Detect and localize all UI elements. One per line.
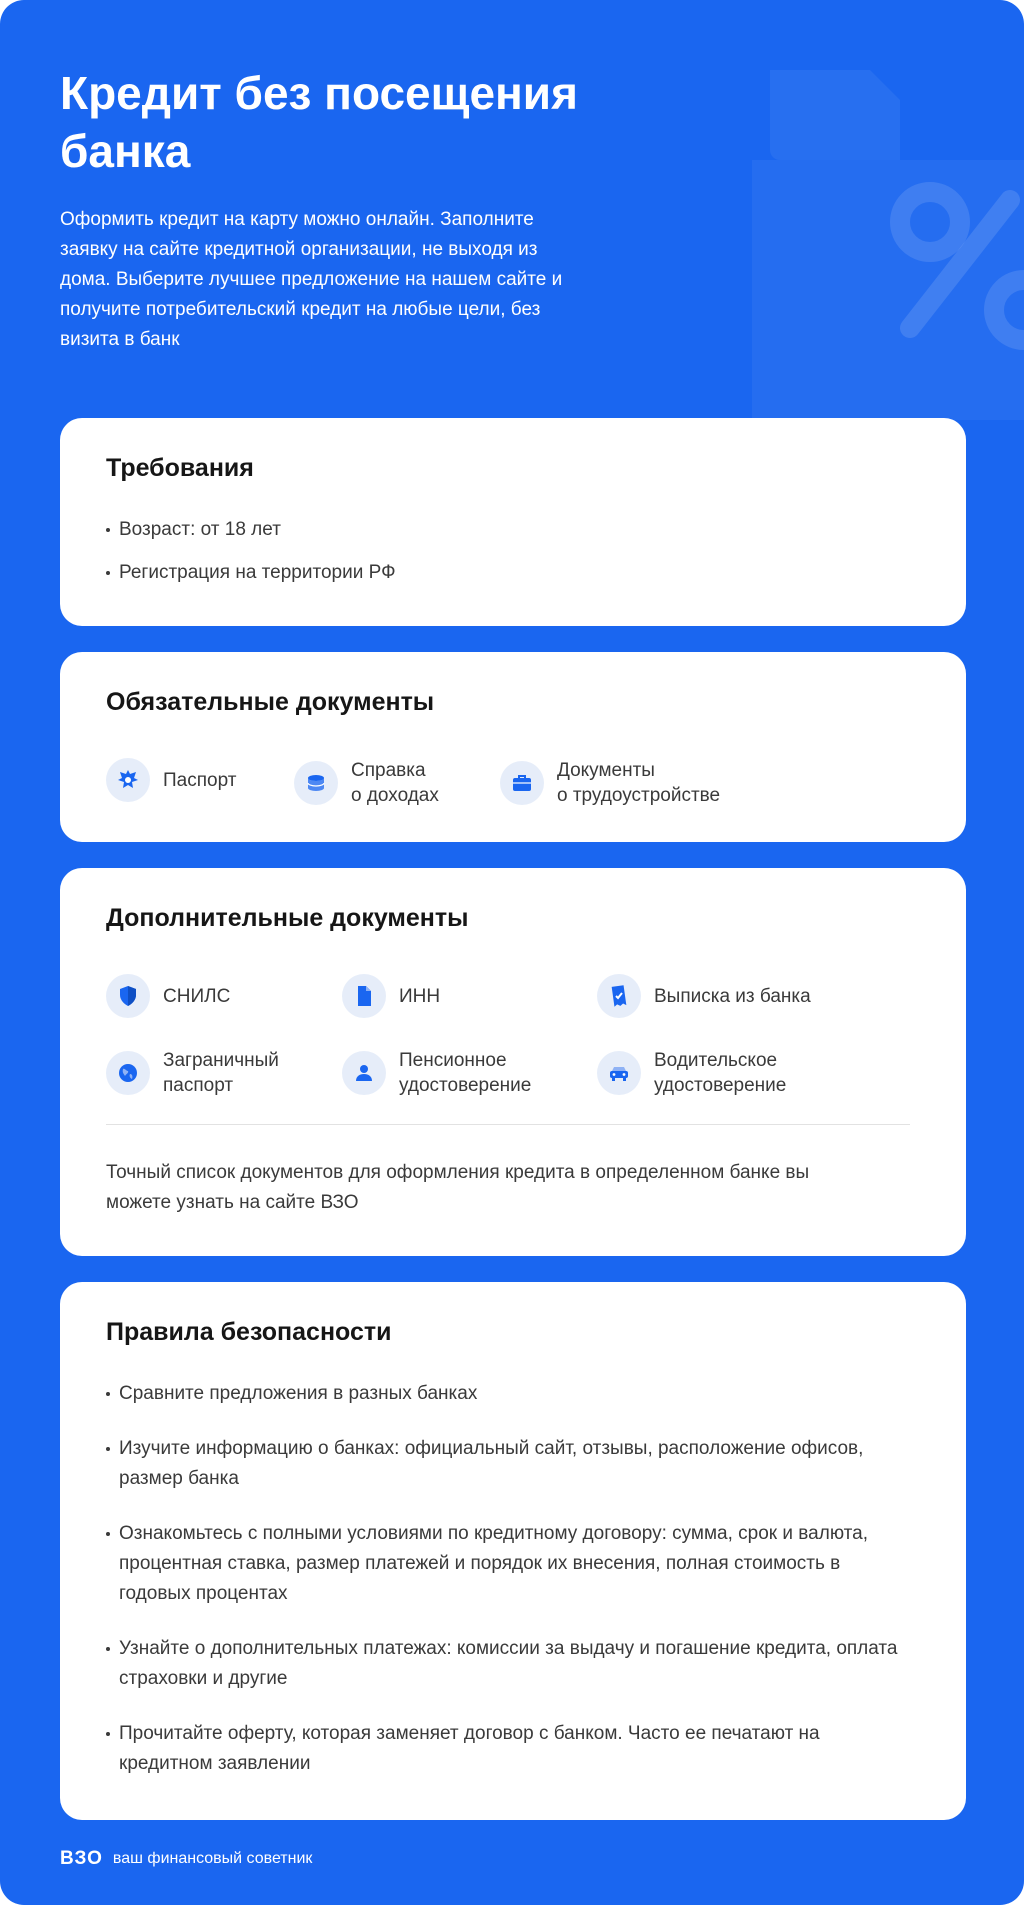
requirements-title: Требования	[106, 454, 254, 482]
brand-tagline: ваш финансовый советник	[112, 1850, 313, 1867]
doc-label: Документы о трудоустройстве	[557, 760, 721, 806]
safety-rules-card	[60, 1282, 966, 1820]
doc-item-bank-statement	[597, 974, 811, 1018]
document-icon	[342, 974, 386, 1018]
page-title: Кредит без посещения банка	[60, 67, 578, 177]
safety-rules-title: Правила безопасности	[106, 1318, 392, 1346]
doc-label: Выписка из банка	[654, 985, 811, 1007]
doc-item-passport	[106, 758, 236, 802]
doc-item-foreign-passport	[106, 1048, 279, 1098]
safety-rules-list	[106, 1379, 916, 1779]
divider	[106, 1124, 910, 1125]
shield-icon	[106, 974, 150, 1018]
footer	[60, 1848, 312, 1870]
list-item: Ознакомьтесь с полными условиями по кредитному договору: сумма, срок и валюта, процентная ставка, размер платежей и порядок их внесения, полная стоимость в годовых процентах	[106, 1519, 916, 1609]
doc-item-snils	[106, 974, 230, 1018]
doc-label: Паспорт	[163, 769, 237, 791]
list-item: Регистрация на территории РФ	[106, 558, 906, 588]
emblem-icon	[106, 758, 150, 802]
doc-item-driver-license	[597, 1048, 786, 1098]
doc-item-pension-certificate	[342, 1048, 531, 1098]
doc-label: Водительское удостоверение	[654, 1050, 787, 1096]
list-item: Узнайте о дополнительных платежах: комиссии за выдачу и погашение кредита, оплата страховки и другие	[106, 1634, 916, 1694]
coins-icon	[294, 761, 338, 805]
globe-icon	[106, 1051, 150, 1095]
percent-document-icon	[740, 70, 1024, 420]
required-documents-title: Обязательные документы	[106, 688, 435, 716]
person-icon	[342, 1051, 386, 1095]
doc-label: СНИЛС	[163, 985, 231, 1007]
list-item: Сравните предложения в разных банках	[106, 1379, 916, 1409]
doc-item-employment-documents	[500, 758, 720, 808]
required-documents-card	[60, 652, 966, 842]
doc-item-income-certificate	[294, 758, 439, 808]
list-item: Изучите информацию о банках: официальный сайт, отзывы, расположение офисов, размер банка	[106, 1434, 916, 1494]
requirements-list	[106, 515, 906, 588]
list-item: Прочитайте оферту, которая заменяет договор с банком. Часто ее печатают на кредитном заявлении	[106, 1719, 916, 1779]
hero-description: Оформить кредит на карту можно онлайн. Заполните заявку на сайте кредитной организации, не выходя из дома. Выберите лучшее предложение на нашем сайте и получите потребительский кредит на любые цели, без визита в банк	[60, 209, 563, 350]
car-icon	[597, 1051, 641, 1095]
doc-label: Заграничный паспорт	[163, 1050, 279, 1096]
additional-documents-card	[60, 868, 966, 1256]
list-item: Возраст: от 18 лет	[106, 515, 906, 545]
briefcase-icon	[500, 761, 544, 805]
documents-note: Точный список документов для оформления кредита в определенном банке вы можете узнать на сайте ВЗО	[106, 1162, 810, 1213]
receipt-icon	[597, 974, 641, 1018]
brand-logo[interactable]: ВЗО	[60, 1848, 103, 1869]
doc-label: ИНН	[399, 985, 441, 1007]
doc-item-inn	[342, 974, 440, 1018]
doc-label: Пенсионное удостоверение	[399, 1050, 532, 1096]
additional-documents-title: Дополнительные документы	[106, 904, 469, 932]
doc-label: Справка о доходах	[351, 760, 439, 806]
requirements-card	[60, 418, 966, 626]
